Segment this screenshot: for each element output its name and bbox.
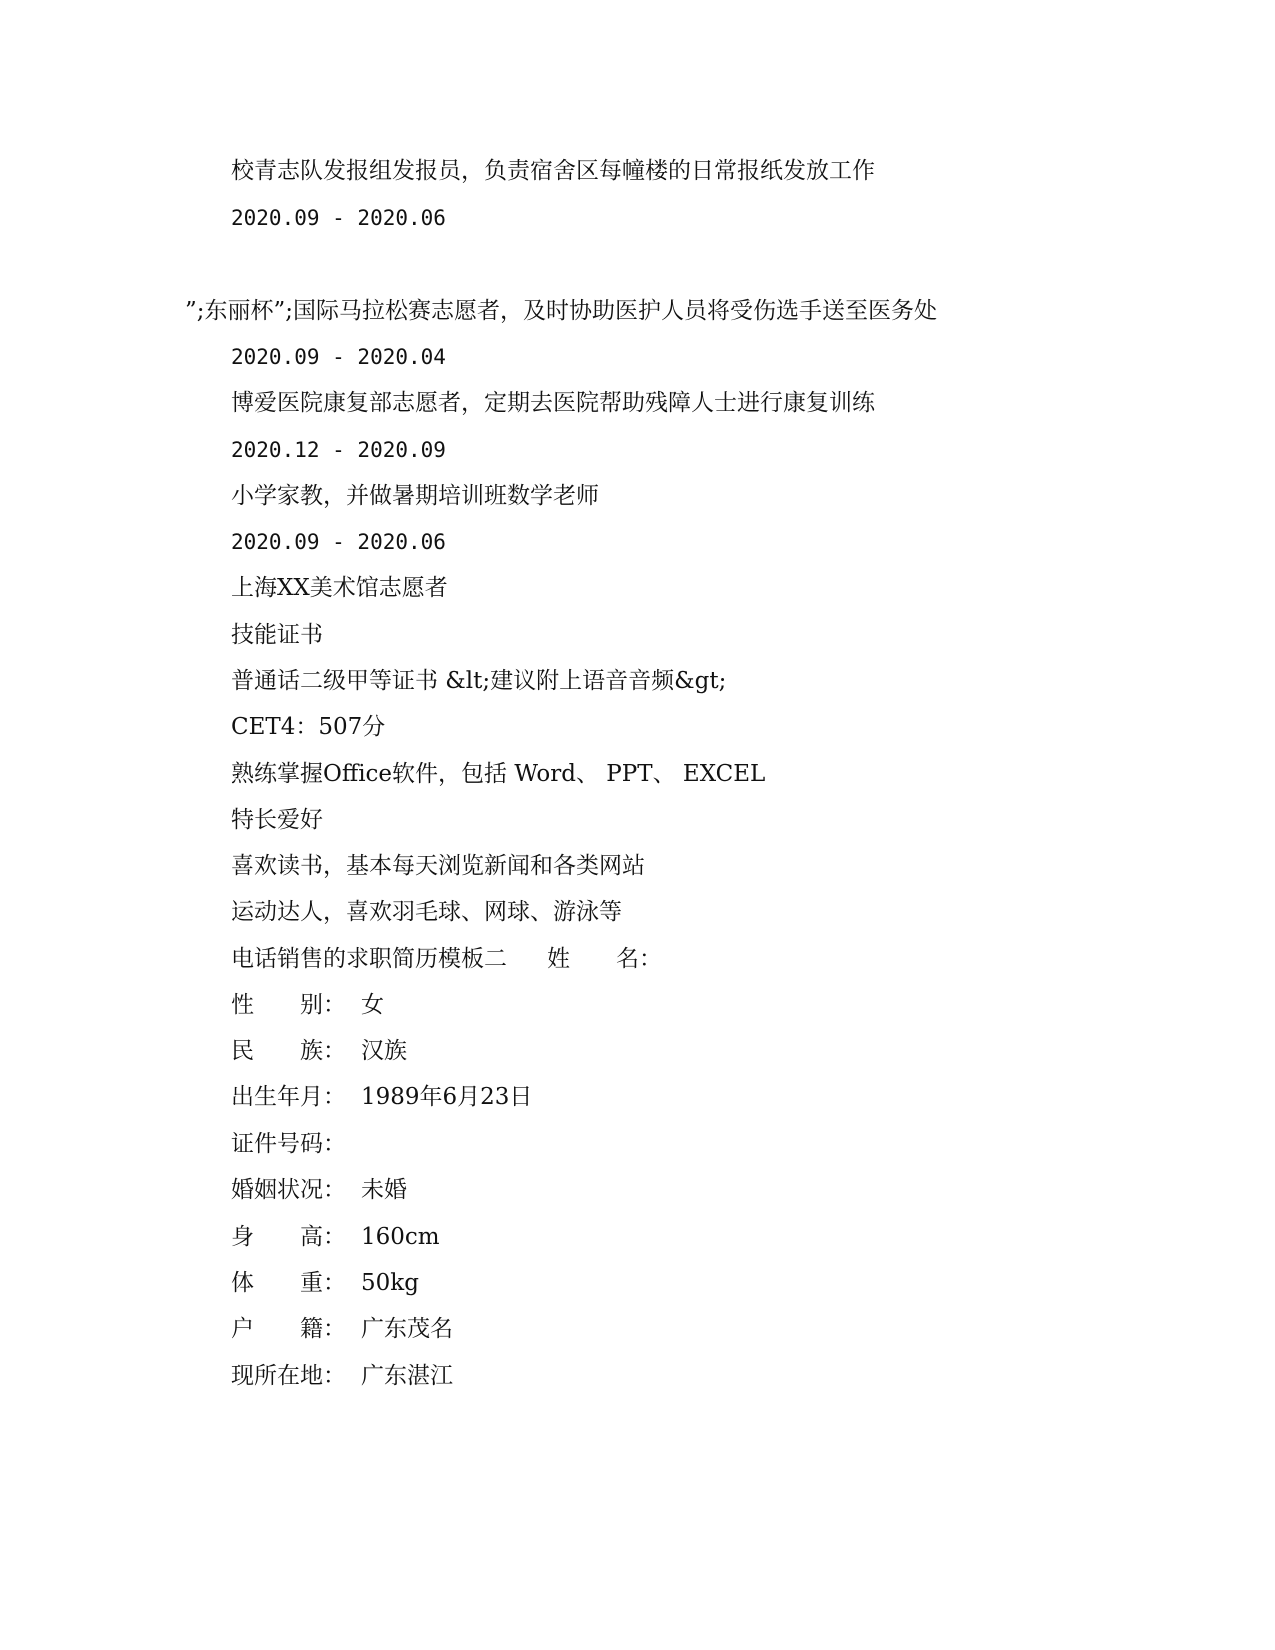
hobby-item-reading: 喜欢读书，基本每天浏览新闻和各类网站	[231, 853, 645, 879]
volunteer-item-museum: 上海XX美术馆志愿者	[231, 575, 448, 601]
info-label: 体 重：	[231, 1270, 346, 1296]
volunteer-item-tutor: 小学家教，并做暑期培训班数学老师	[231, 483, 599, 509]
info-label: 户 籍：	[231, 1316, 346, 1342]
info-row-weight	[231, 1268, 419, 1298]
template-title: 电话销售的求职简历模板二	[231, 946, 507, 972]
info-label: 性 别：	[231, 992, 346, 1018]
info-label: 证件号码：	[231, 1131, 346, 1157]
info-value: 女	[361, 992, 384, 1018]
info-label: 婚姻状况：	[231, 1177, 346, 1203]
info-value: 广东茂名	[361, 1316, 453, 1342]
volunteer-item-newspaper: 校青志队发报组发报员，负责宿舍区每幢楼的日常报纸发放工作	[231, 158, 875, 184]
info-label: 民 族：	[231, 1038, 346, 1064]
volunteer-date-range: 2020.12 - 2020.09	[231, 438, 446, 462]
info-label: 出生年月：	[231, 1084, 346, 1110]
name-label: 姓 名：	[547, 946, 662, 972]
info-row-id-number	[231, 1129, 361, 1159]
info-row-gender	[231, 990, 384, 1020]
info-value: 汉族	[361, 1038, 407, 1064]
skill-item-office: 熟练掌握Office软件，包括 Word、 PPT、 EXCEL	[231, 761, 766, 787]
hobby-item-sports: 运动达人，喜欢羽毛球、网球、游泳等	[231, 899, 622, 925]
skill-item-cet4: CET4：507分	[231, 714, 386, 740]
info-label: 身 高：	[231, 1224, 346, 1250]
info-value: 160cm	[361, 1224, 440, 1250]
info-row-current-location	[231, 1361, 453, 1391]
volunteer-item-hospital: 博爱医院康复部志愿者，定期去医院帮助残障人士进行康复训练	[231, 390, 875, 416]
info-row-birthdate	[231, 1082, 532, 1112]
volunteer-item-marathon: ”;东丽杯”;国际马拉松赛志愿者，及时协助医护人员将受伤选手送至医务处	[185, 298, 938, 324]
skill-item-mandarin: 普通话二级甲等证书 &lt;建议附上语音音频&gt;	[231, 668, 727, 694]
info-row-marital-status	[231, 1175, 407, 1205]
info-value: 广东湛江	[361, 1363, 453, 1389]
info-row-hometown	[231, 1314, 453, 1344]
volunteer-date-range: 2020.09 - 2020.06	[231, 530, 446, 554]
info-value: 1989年6月23日	[361, 1084, 533, 1110]
info-value: 未婚	[361, 1177, 407, 1203]
hobbies-heading: 特长爱好	[231, 807, 323, 833]
info-label: 现所在地：	[231, 1363, 346, 1389]
skills-heading: 技能证书	[231, 622, 323, 648]
template-title-row	[231, 944, 662, 974]
info-row-height	[231, 1222, 440, 1252]
info-row-ethnicity	[231, 1036, 407, 1066]
volunteer-date-range: 2020.09 - 2020.04	[231, 345, 446, 369]
volunteer-date-range: 2020.09 - 2020.06	[231, 206, 446, 230]
info-value: 50kg	[361, 1270, 419, 1296]
